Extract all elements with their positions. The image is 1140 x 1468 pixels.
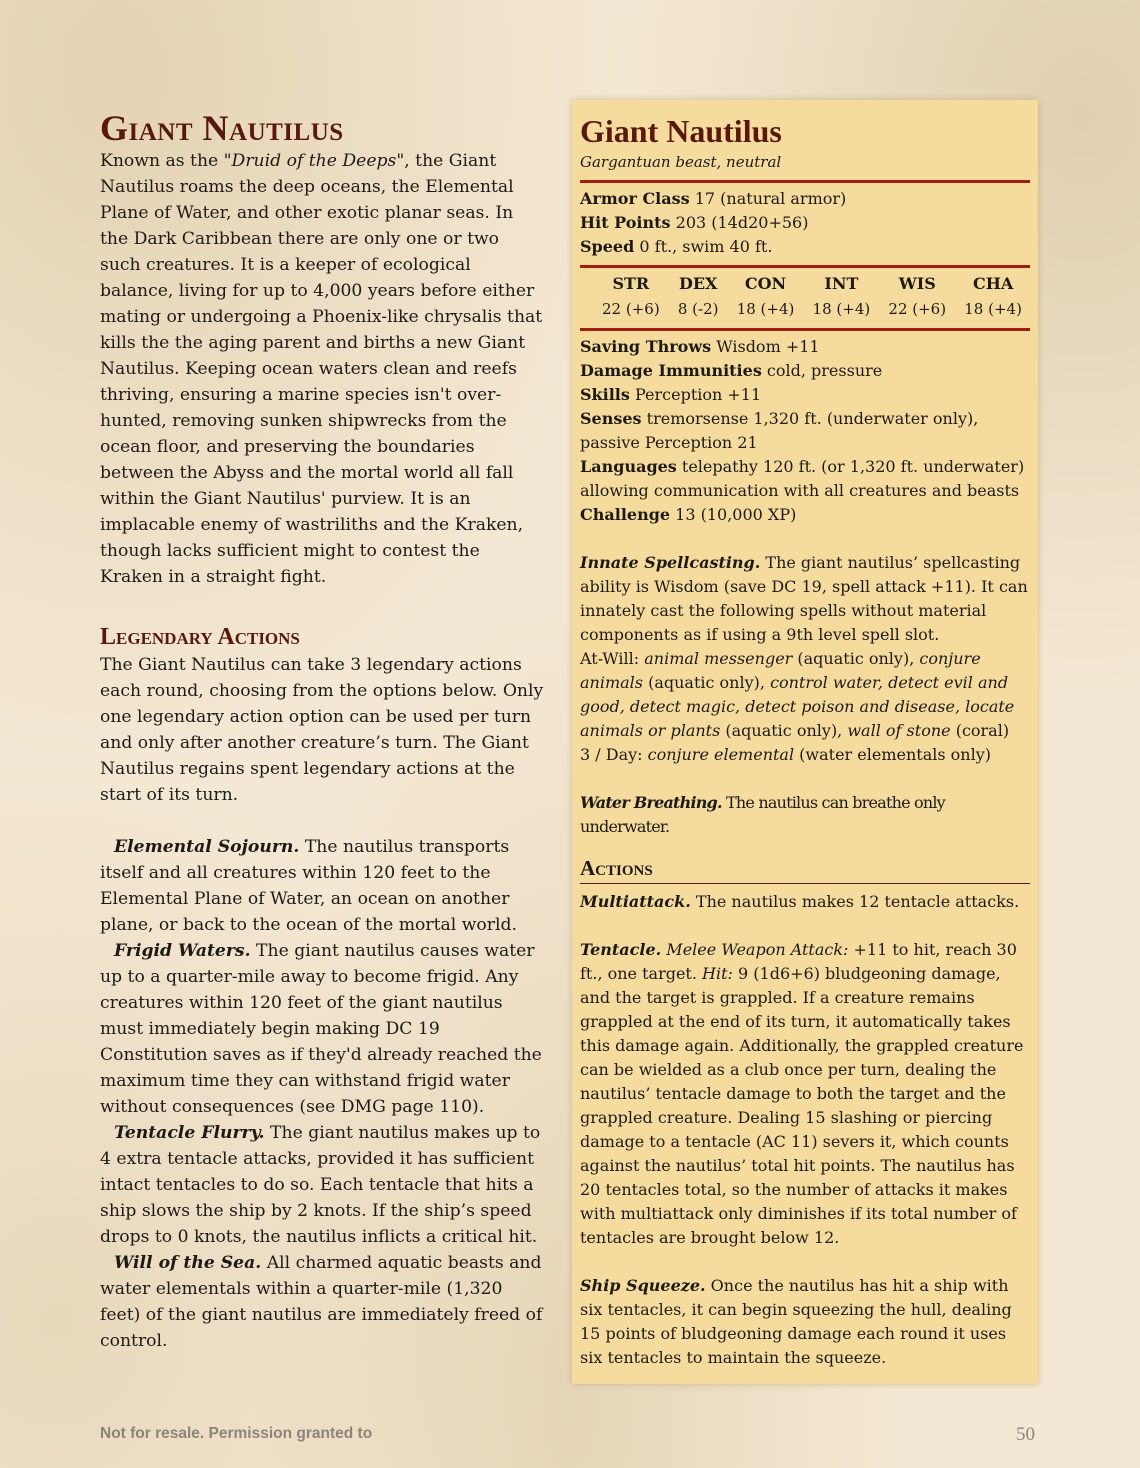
ability-value: 22 (+6) — [888, 300, 947, 318]
trait-name: Innate Spellcasting. — [580, 553, 761, 572]
ability-name: WIS — [898, 274, 936, 293]
hit-points-label: Hit Points — [580, 213, 671, 232]
armor-class — [580, 187, 1030, 211]
spell-note: (aquatic only), — [792, 649, 920, 668]
trait-text: The nautilus can breathe only underwater. — [580, 793, 945, 836]
ability-scores — [580, 272, 1030, 322]
skills-value: Perception +11 — [629, 385, 762, 404]
intro-text-b: , the Giant Nautilus roams the deep oceans, the Elemental Plane of Water, and other exotic planar seas. In the Dark Caribbean there are only one or two such creatures. It is a keeper of ecological balance, living for up to 4,000 years before either mating or undergoing a Phoenix-like chrysalis that kills the the aging parent and births a new Giant Nautilus. Keeping ocean waters clean and reefs thriving, ensuring a marine species isn't over-hunted, removing sunken shipwrecks from the ocean floor, and preserving the boundaries between the Abyss and the mortal world all fall within the Giant Nautilus' purview. It is an implacable enemy of wastriliths and the Kraken, though lacks sufficient might to contest the Kraken in a straight fight. — [100, 151, 543, 587]
stat-block — [572, 100, 1038, 1384]
legendary-action — [100, 1120, 545, 1250]
ship-squeeze-action — [580, 1274, 1030, 1370]
ability-value: 8 (-2) — [677, 300, 719, 318]
languages — [580, 455, 1030, 503]
ability-value: 22 (+6) — [602, 300, 660, 318]
multiattack — [580, 890, 1030, 914]
legendary-action — [100, 938, 545, 1120]
ability-score — [813, 272, 871, 322]
action-text: 9 (1d6+6) bludgeoning damage, and the target is grappled. If a creature remains grappled at the end of its turn, it automatically takes this damage again. Additionally, the grappled creature can be wielded as a club once per turn, dealing the nautilus’ tentacle damage to both the target and the grappled creature. Dealing 15 slashing or piercing damage to a tentacle (AC 11) severs it, which counts against the nautilus’ total hit points. The nautilus has 20 tentacles total, so the number of attacks it makes with multiattack only diminishes if its total number of tentacles are brought below 12. — [580, 964, 1024, 1247]
intro-quote: "Druid of the Deeps" — [223, 151, 405, 171]
challenge — [580, 503, 1030, 527]
spell-frequency: 3 / Day: — [580, 745, 648, 764]
legendary-heading: Legendary Actions — [100, 624, 300, 650]
attack-type: Melee Weapon Attack: — [661, 940, 849, 959]
actions-heading: Actions — [580, 853, 1030, 884]
monster-type: Gargantuan beast, neutral — [580, 153, 782, 171]
legendary-intro: The Giant Nautilus can take 3 legendary actions each round, choosing from the options below. Only one legendary action option can be used per turn and only after another creature’s turn. The Giant Nautilus regains spent legendary actions at the start of its turn. — [100, 655, 544, 805]
ability-score — [888, 272, 946, 322]
languages-value: telepathy 120 ft. (or 1,320 ft. underwater) allowing communication with all creatures and beasts — [580, 457, 1025, 500]
spell-name: animal messenger — [644, 649, 793, 668]
legendary-action-text: The nautilus transports itself and all creatures within 120 feet to the Elemental Plane of Water, an ocean on another plane, or back to the ocean of the mortal world. — [100, 837, 517, 935]
ability-name: CON — [744, 274, 787, 293]
hit-points-value: 203 (14d20+56) — [670, 213, 809, 232]
armor-class-label: Armor Class — [580, 189, 690, 208]
spell-name: conjure animals — [580, 649, 981, 692]
senses-value: tremorsense 1,320 ft. (underwater only), passive Perception 21 — [580, 409, 979, 452]
legendary-action-name: Tentacle Flurry. — [114, 1123, 265, 1143]
spell-note: (aquatic only), — [643, 673, 771, 692]
speed — [580, 235, 1030, 259]
ability-value: 18 (+4) — [964, 300, 1022, 318]
innate-spellcasting — [580, 551, 1030, 647]
legendary-action-text: The giant nautilus makes up to 4 extra tentacle attacks, provided it has sufficient intact tentacles to do so. Each tentacle that hits a ship slows the ship by 2 knots. If the ship’s speed drops to 0 knots, the nautilus inflicts a critical hit. — [100, 1123, 541, 1247]
spell-note: (coral) — [950, 721, 1010, 740]
water-breathing — [580, 791, 1030, 839]
spell-note: (aquatic only), — [720, 721, 848, 740]
tentacle-action — [580, 938, 1030, 1250]
ability-name: DEX — [678, 274, 718, 293]
divider — [580, 180, 1030, 183]
action-name: Ship Squeeze. — [580, 1276, 706, 1295]
ability-value: 18 (+4) — [812, 300, 871, 318]
trait-text: The giant nautilus’ spellcasting ability is Wisdom (save DC 19, spell attack +11). It can innately cast the following spells without material components as if using a 9th level spell slot. — [580, 553, 1028, 644]
skills-label: Skills — [580, 385, 630, 404]
speed-label: Speed — [580, 237, 635, 256]
legendary-action-list — [100, 834, 545, 1354]
action-text: The nautilus makes 12 tentacle attacks. — [690, 892, 1020, 911]
skills — [580, 383, 1030, 407]
spell-note: (water elementals only) — [794, 745, 991, 764]
challenge-value: 13 (10,000 XP) — [670, 505, 797, 524]
challenge-label: Challenge — [580, 505, 671, 524]
legendary-action-name: Frigid Waters. — [114, 941, 251, 961]
ability-value: 18 (+4) — [736, 300, 795, 318]
action-name: Multiattack. — [580, 892, 691, 911]
saving-throws-value: Wisdom +11 — [711, 337, 820, 356]
hit-points — [580, 211, 1030, 235]
ability-name: INT — [824, 274, 859, 293]
action-text: Once the nautilus has hit a ship with six tentacles, it can begin squeezing the hull, dealing 15 points of bludgeoning damage each round it uses six tentacles to maintain the squeeze. — [580, 1276, 1012, 1367]
ability-name: STR — [612, 274, 650, 293]
saving-throws-label: Saving Throws — [580, 337, 712, 356]
lore-column — [100, 108, 545, 1354]
action-name: Tentacle. — [580, 940, 662, 959]
footer-notice: Not for resale. Permission granted to — [100, 1425, 373, 1442]
legendary-action-name: Will of the Sea. — [114, 1253, 262, 1273]
spell-list-per-day — [580, 743, 1030, 767]
legendary-action-text: The giant nautilus causes water up to a quarter-mile away to become frigid. Any creatures within 120 feet of the giant nautilus must immediately begin making DC 19 Constitution saves as if they'd already reached the maximum time they can withstand frigid water without consequences (see DMG page 110). — [100, 941, 542, 1117]
legendary-action-name: Elemental Sojourn. — [114, 837, 300, 857]
ability-name: CHA — [972, 274, 1014, 293]
legendary-action — [100, 834, 545, 938]
damage-immunities-value: cold, pressure — [761, 361, 883, 380]
damage-immunities — [580, 359, 1030, 383]
senses — [580, 407, 1030, 455]
page-number: 50 — [1016, 1424, 1035, 1445]
spell-name: wall of stone — [847, 721, 951, 740]
intro-paragraph — [100, 148, 545, 590]
languages-label: Languages — [580, 457, 677, 476]
legendary-action-text: All charmed aquatic beasts and water elementals within a quarter-mile (1,320 feet) of the giant nautilus are immediately freed of control. — [100, 1253, 543, 1351]
ability-score — [737, 272, 795, 322]
saving-throws — [580, 335, 1030, 359]
speed-value: 0 ft., swim 40 ft. — [634, 237, 773, 256]
spell-name: control water, detect evil and good, detect magic, detect poison and disease, locate animals or plants — [580, 673, 1015, 740]
page-title: Giant Nautilus — [100, 108, 344, 148]
legendary-action — [100, 1250, 545, 1354]
ability-score — [678, 272, 719, 322]
monster-name: Giant Nautilus — [580, 113, 782, 149]
senses-label: Senses — [580, 409, 642, 428]
hit-label: Hit: — [702, 964, 733, 983]
divider — [580, 265, 1030, 268]
spell-name: conjure elemental — [647, 745, 795, 764]
spell-list-at-will — [580, 647, 1030, 743]
damage-immunities-label: Damage Immunities — [580, 361, 762, 380]
intro-text-a: Known as the — [100, 151, 224, 171]
armor-class-value: 17 (natural armor) — [689, 189, 847, 208]
divider — [580, 328, 1030, 331]
ability-score — [964, 272, 1022, 322]
trait-name: Water Breathing. — [580, 793, 722, 812]
ability-score — [602, 272, 660, 322]
action-text: +11 to hit, reach 30 ft., one target. — [580, 940, 1017, 983]
spell-frequency: At-Will: — [580, 649, 645, 668]
